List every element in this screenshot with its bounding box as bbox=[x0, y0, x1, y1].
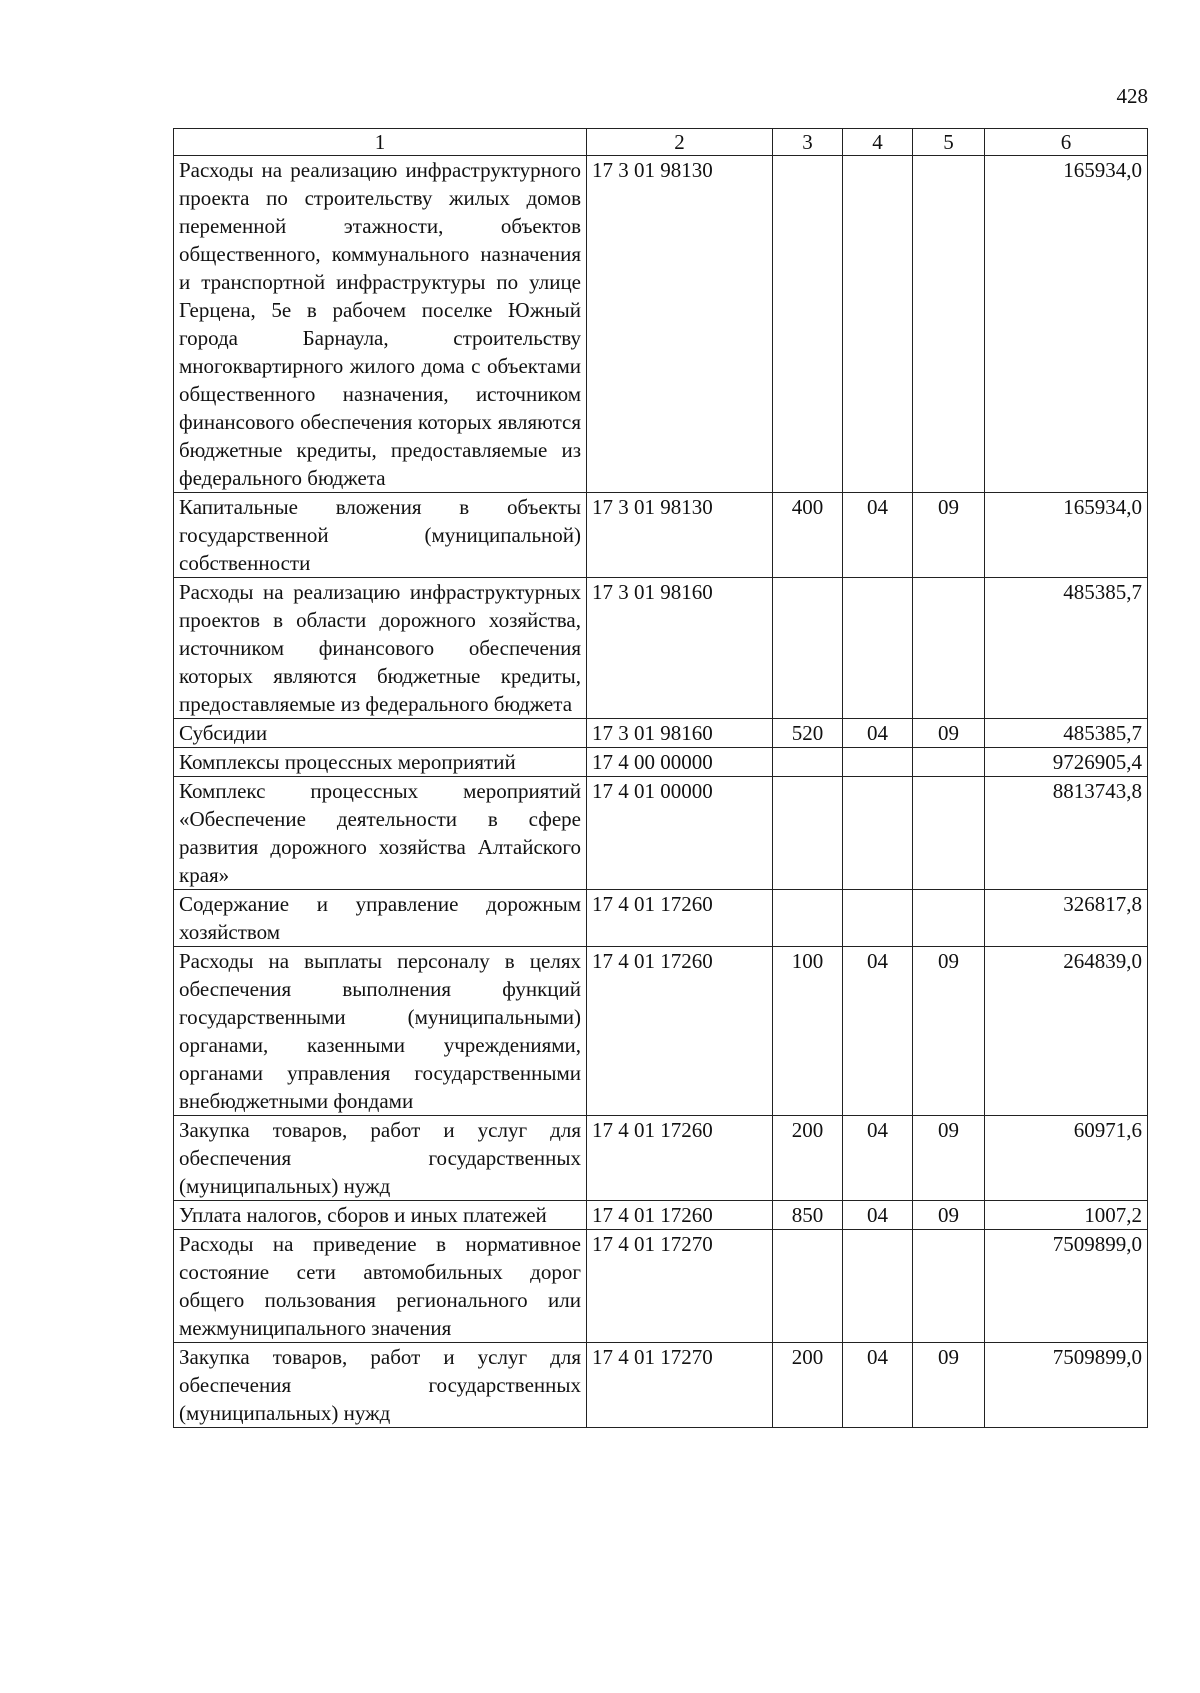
row-col-4: 04 bbox=[843, 719, 913, 748]
row-col-5 bbox=[913, 156, 985, 493]
row-col-3: 850 bbox=[773, 1201, 843, 1230]
table-row bbox=[174, 719, 1148, 748]
row-col-4: 04 bbox=[843, 1116, 913, 1201]
row-description: Комплекс процессных мероприятий «Обеспечение деятельности в сфере развития дорожного хозяйства Алтайского края» bbox=[174, 777, 587, 890]
row-col-4: 04 bbox=[843, 947, 913, 1116]
row-col-3: 200 bbox=[773, 1116, 843, 1201]
row-col-3 bbox=[773, 578, 843, 719]
row-col-3 bbox=[773, 748, 843, 777]
row-col-5: 09 bbox=[913, 1343, 985, 1428]
row-col-4 bbox=[843, 578, 913, 719]
table-header-row bbox=[174, 129, 1148, 156]
row-col-3: 200 bbox=[773, 1343, 843, 1428]
table-row bbox=[174, 578, 1148, 719]
row-code: 17 3 01 98160 bbox=[587, 719, 773, 748]
row-code: 17 4 01 17270 bbox=[587, 1230, 773, 1343]
row-amount: 165934,0 bbox=[985, 156, 1148, 493]
row-code: 17 3 01 98130 bbox=[587, 493, 773, 578]
header-col-1: 1 bbox=[174, 129, 587, 156]
header-col-4: 4 bbox=[843, 129, 913, 156]
row-col-5: 09 bbox=[913, 719, 985, 748]
budget-table bbox=[173, 128, 1148, 1428]
table-row bbox=[174, 748, 1148, 777]
row-col-4 bbox=[843, 1230, 913, 1343]
table-row bbox=[174, 1343, 1148, 1428]
row-description: Расходы на приведение в нормативное состояние сети автомобильных дорог общего пользования регионального или межмуниципального значения bbox=[174, 1230, 587, 1343]
row-col-5 bbox=[913, 748, 985, 777]
row-col-5 bbox=[913, 890, 985, 947]
row-code: 17 4 01 17260 bbox=[587, 890, 773, 947]
row-amount: 60971,6 bbox=[985, 1116, 1148, 1201]
header-col-3: 3 bbox=[773, 129, 843, 156]
row-col-4: 04 bbox=[843, 1343, 913, 1428]
row-code: 17 3 01 98130 bbox=[587, 156, 773, 493]
row-col-3: 400 bbox=[773, 493, 843, 578]
row-description: Расходы на выплаты персоналу в целях обеспечения выполнения функций государственными (муниципальными) органами, казенными учреждениями, органами управления государственными внебюджетными фондами bbox=[174, 947, 587, 1116]
row-code: 17 4 01 17270 bbox=[587, 1343, 773, 1428]
row-description: Закупка товаров, работ и услуг для обеспечения государственных (муниципальных) нужд bbox=[174, 1343, 587, 1428]
row-col-5: 09 bbox=[913, 493, 985, 578]
row-code: 17 4 01 17260 bbox=[587, 1116, 773, 1201]
row-description: Капитальные вложения в объекты государственной (муниципальной) собственности bbox=[174, 493, 587, 578]
row-description: Субсидии bbox=[174, 719, 587, 748]
row-col-3: 100 bbox=[773, 947, 843, 1116]
row-amount: 165934,0 bbox=[985, 493, 1148, 578]
row-col-5 bbox=[913, 777, 985, 890]
table-row bbox=[174, 156, 1148, 493]
row-col-4 bbox=[843, 777, 913, 890]
row-amount: 485385,7 bbox=[985, 719, 1148, 748]
row-col-3 bbox=[773, 156, 843, 493]
row-code: 17 4 00 00000 bbox=[587, 748, 773, 777]
table-row bbox=[174, 890, 1148, 947]
row-amount: 8813743,8 bbox=[985, 777, 1148, 890]
row-col-4 bbox=[843, 156, 913, 493]
row-amount: 326817,8 bbox=[985, 890, 1148, 947]
row-col-4: 04 bbox=[843, 1201, 913, 1230]
row-description: Расходы на реализацию инфраструктурных проектов в области дорожного хозяйства, источником финансового обеспечения которых являются бюджетные кредиты, предоставляемые из федерального бюджета bbox=[174, 578, 587, 719]
row-code: 17 4 01 17260 bbox=[587, 1201, 773, 1230]
row-amount: 9726905,4 bbox=[985, 748, 1148, 777]
row-col-5 bbox=[913, 1230, 985, 1343]
page-number: 428 bbox=[1116, 84, 1148, 108]
row-col-4: 04 bbox=[843, 493, 913, 578]
table-row bbox=[174, 1116, 1148, 1201]
row-amount: 1007,2 bbox=[985, 1201, 1148, 1230]
row-col-5 bbox=[913, 578, 985, 719]
row-col-3: 520 bbox=[773, 719, 843, 748]
table-row bbox=[174, 1201, 1148, 1230]
row-col-5: 09 bbox=[913, 1201, 985, 1230]
row-col-4 bbox=[843, 890, 913, 947]
row-amount: 7509899,0 bbox=[985, 1230, 1148, 1343]
row-description: Уплата налогов, сборов и иных платежей bbox=[174, 1201, 587, 1230]
row-col-4 bbox=[843, 748, 913, 777]
row-col-5: 09 bbox=[913, 947, 985, 1116]
row-code: 17 4 01 17260 bbox=[587, 947, 773, 1116]
row-code: 17 4 01 00000 bbox=[587, 777, 773, 890]
row-col-3 bbox=[773, 777, 843, 890]
table-row bbox=[174, 947, 1148, 1116]
table-row bbox=[174, 493, 1148, 578]
row-description: Комплексы процессных мероприятий bbox=[174, 748, 587, 777]
header-col-6: 6 bbox=[985, 129, 1148, 156]
table-row bbox=[174, 777, 1148, 890]
row-code: 17 3 01 98160 bbox=[587, 578, 773, 719]
header-col-5: 5 bbox=[913, 129, 985, 156]
row-col-3 bbox=[773, 890, 843, 947]
table-row bbox=[174, 1230, 1148, 1343]
header-col-2: 2 bbox=[587, 129, 773, 156]
row-col-3 bbox=[773, 1230, 843, 1343]
row-col-5: 09 bbox=[913, 1116, 985, 1201]
row-amount: 485385,7 bbox=[985, 578, 1148, 719]
row-description: Содержание и управление дорожным хозяйством bbox=[174, 890, 587, 947]
row-amount: 264839,0 bbox=[985, 947, 1148, 1116]
row-amount: 7509899,0 bbox=[985, 1343, 1148, 1428]
row-description: Закупка товаров, работ и услуг для обеспечения государственных (муниципальных) нужд bbox=[174, 1116, 587, 1201]
row-description: Расходы на реализацию инфраструктурного проекта по строительству жилых домов переменной этажности, объектов общественного, коммунального назначения и транспортной инфраструктуры по улице Герцена, 5е в рабочем поселке Южный города Барнаула, строительству многоквартирного жилого дома с объектами общественного назначения, источником финансового обеспечения которых являются бюджетные кредиты, предоставляемые из федерального бюджета bbox=[174, 156, 587, 493]
